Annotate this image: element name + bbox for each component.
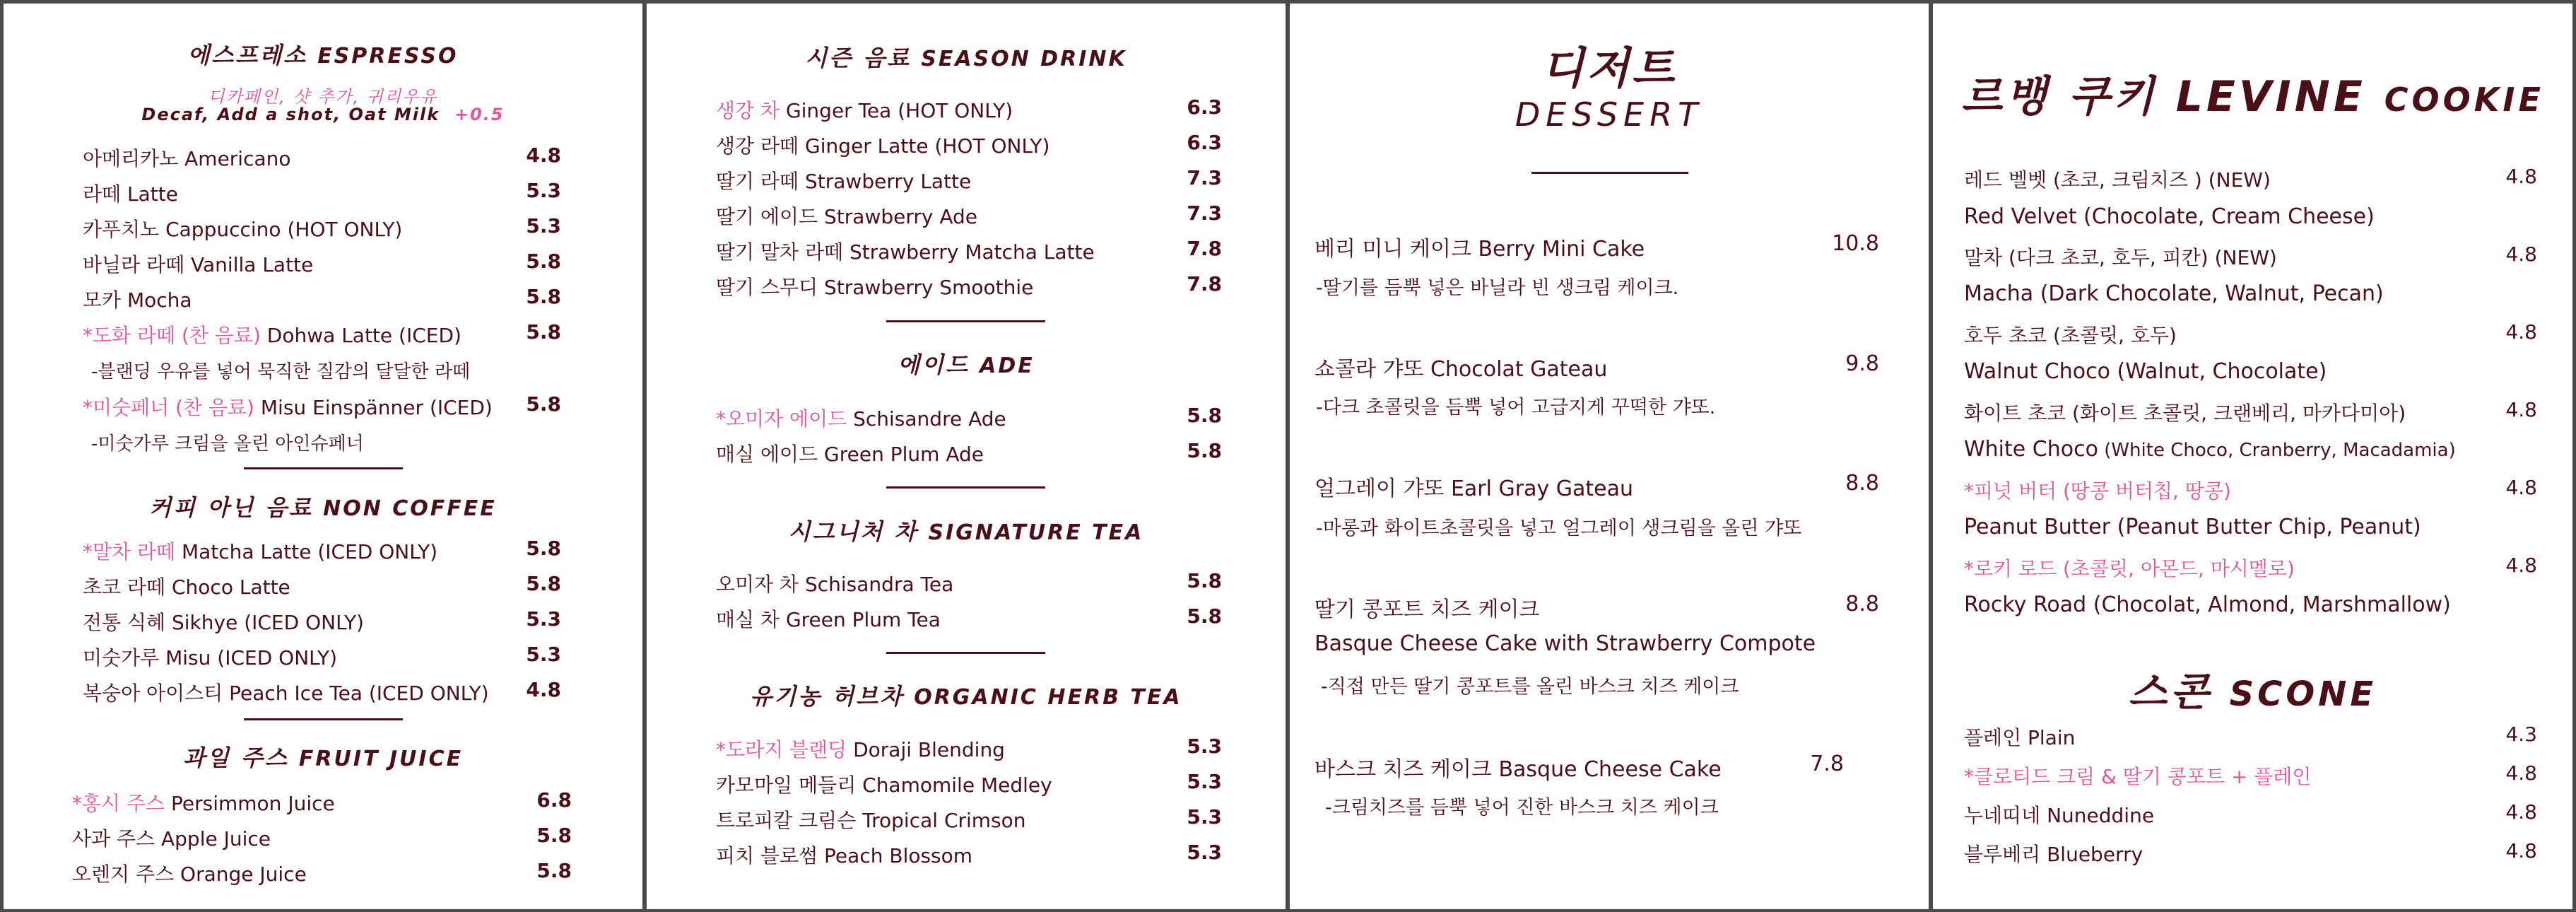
- menu-item: 플레인 Plain: [1964, 726, 2076, 749]
- item-price: 4.8: [2505, 320, 2537, 344]
- item-price: 5.8: [1187, 569, 1222, 592]
- menu-item: 초코 라떼 Choco Latte: [83, 575, 290, 599]
- section-title-scone: 스콘 SCONE: [2128, 670, 2377, 715]
- menu-item: 오미자 차 Schisandra Tea: [716, 573, 954, 596]
- menu-item: 카모마일 메들리 Chamomile Medley: [716, 773, 1052, 797]
- espresso-note-en: Decaf, Add a shot, Oat Milk +0.5: [141, 105, 505, 124]
- divider: [886, 320, 1045, 322]
- menu-item: *로키 로드 (초콜릿, 아몬드, 마시멜로): [1964, 557, 2295, 580]
- item-price: 5.8: [526, 250, 561, 273]
- dessert-name-en: Basque Cheese Cake with Strawberry Compote: [1315, 631, 1816, 656]
- menu-item: 카푸치노 Cappuccino (HOT ONLY): [83, 218, 403, 241]
- menu-item-en: Rocky Road (Chocolat, Almond, Marshmallow): [1964, 592, 2451, 617]
- menu-item: 딸기 라떼 Strawberry Latte: [716, 170, 972, 193]
- item-price: 4.8: [526, 678, 561, 701]
- menu-item: 딸기 에이드 Strawberry Ade: [716, 205, 978, 228]
- item-price: 5.8: [526, 392, 561, 416]
- menu-item: 딸기 스무디 Strawberry Smoothie: [716, 276, 1034, 299]
- section-title-herb-tea: 유기농 허브차 ORGANIC HERB TEA: [750, 683, 1182, 710]
- menu-item-en: Red Velvet (Chocolate, Cream Cheese): [1964, 204, 2375, 229]
- section-title-season: 시즌 음료 SEASON DRINK: [805, 45, 1127, 71]
- panel-coffee: [4, 4, 642, 909]
- panel-drinks: [647, 4, 1286, 909]
- menu-item: 호두 초코 (초콜릿, 호두): [1964, 324, 2177, 347]
- item-price: 5.3: [526, 214, 561, 238]
- section-title-ade: 에이드 ADE: [898, 351, 1035, 378]
- menu-item: *클로티드 크림 & 딸기 콩포트 + 플레인: [1964, 765, 2312, 788]
- item-price: 5.8: [536, 824, 572, 847]
- item-price: 4.8: [526, 144, 561, 167]
- item-price: 5.8: [526, 572, 561, 595]
- dessert-title-ko: 디저트: [1541, 42, 1677, 94]
- item-description: -다크 초콜릿을 듬뿍 넣어 고급지게 꾸떡한 갸또.: [1316, 397, 1716, 419]
- menu-item-en: Macha (Dark Chocolate, Walnut, Pecan): [1964, 281, 2384, 306]
- item-price: 5.3: [1187, 735, 1222, 758]
- menu-item: 오렌지 주스 Orange Juice: [72, 863, 307, 886]
- menu-item: 매실 차 Green Plum Tea: [716, 608, 941, 631]
- item-price: 5.3: [1187, 805, 1222, 829]
- item-description: -블랜딩 우유를 넣어 묵직한 질감의 달달한 라떼: [91, 361, 471, 382]
- menu-item: 미숫가루 Misu (ICED ONLY): [83, 646, 338, 670]
- menu-item: *홍시 주스 Persimmon Juice: [72, 792, 335, 815]
- divider: [1531, 172, 1688, 174]
- menu-item: 복숭아 아이스티 Peach Ice Tea (ICED ONLY): [83, 682, 489, 705]
- dessert-name: 베리 미니 케이크 Berry Mini Cake: [1315, 237, 1645, 262]
- item-price: 9.8: [1845, 351, 1879, 376]
- item-price: 7.8: [1810, 752, 1844, 776]
- section-title-cookie: 르뱅 쿠키 LEVINE COOKIE: [1961, 72, 2544, 122]
- menu-item: 누네띠네 Nuneddine: [1964, 804, 2155, 827]
- menu-item: 블루베리 Blueberry: [1964, 843, 2143, 866]
- dessert-title-en: DESSERT: [1515, 95, 1704, 134]
- item-price: 7.3: [1187, 201, 1222, 225]
- item-price: 4.3: [2505, 723, 2537, 746]
- menu-item: 모카 Mocha: [83, 288, 192, 312]
- menu-item: 라떼 Latte: [83, 182, 178, 206]
- item-price: 7.8: [1187, 272, 1222, 296]
- menu-item: 사과 주스 Apple Juice: [72, 827, 271, 850]
- menu-item: 바닐라 라떼 Vanilla Latte: [83, 253, 314, 276]
- item-description: -크림치즈를 듬뿍 넣어 진한 바스크 치즈 케이크: [1325, 797, 1719, 819]
- menu-item: 딸기 말차 라떼 Strawberry Matcha Latte: [716, 240, 1095, 264]
- item-price: 5.8: [536, 859, 572, 882]
- item-price: 6.3: [1187, 95, 1222, 119]
- item-price: 5.8: [1187, 439, 1222, 462]
- item-description: -미숫가루 크림을 올린 아인슈페너: [91, 433, 364, 455]
- item-price: 8.8: [1845, 471, 1879, 496]
- menu-item: 화이트 초코 (화이트 초콜릿, 크랜베리, 마카다미아): [1964, 402, 2406, 425]
- menu-item: 전통 식혜 Sikhye (ICED ONLY): [83, 611, 364, 634]
- item-price: 4.8: [2505, 398, 2537, 421]
- section-title-fruit-juice: 과일 주스 FRUIT JUICE: [182, 744, 464, 771]
- divider: [886, 486, 1045, 489]
- item-price: 6.3: [1187, 131, 1222, 154]
- section-title-espresso: 에스프레소 ESPRESSO: [187, 42, 459, 69]
- menu-item: *미숫페너 (찬 음료) Misu Einspänner (ICED): [83, 396, 493, 419]
- item-price: 4.8: [2505, 242, 2537, 266]
- item-description: -딸기를 듬뿍 넣은 바닐라 빈 생크림 케이크.: [1316, 277, 1679, 299]
- section-title-non-coffee: 커피 아닌 음료 NON COFFEE: [149, 494, 497, 521]
- menu-item: 트로피칼 크림슨 Tropical Crimson: [716, 809, 1026, 832]
- divider: [886, 652, 1045, 654]
- item-price: 5.8: [1187, 404, 1222, 427]
- section-title-signature-tea: 시그니처 차 SIGNATURE TEA: [788, 518, 1144, 545]
- menu-item-en: Peanut Butter (Peanut Butter Chip, Peanut): [1964, 515, 2421, 539]
- item-price: 4.8: [2505, 800, 2537, 824]
- menu-item-en: White Choco (White Choco, Cranberry, Macadamia): [1964, 437, 2456, 462]
- item-price: 5.3: [1187, 841, 1222, 864]
- item-price: 8.8: [1845, 592, 1879, 616]
- menu-item: 생강 라떼 Ginger Latte (HOT ONLY): [716, 134, 1050, 158]
- menu-item: *도화 라떼 (찬 음료) Dohwa Latte (ICED): [83, 324, 461, 347]
- item-price: 5.8: [1187, 604, 1222, 628]
- menu-item: 생강 차 Ginger Tea (HOT ONLY): [716, 99, 1013, 122]
- item-price: 5.8: [526, 285, 561, 308]
- dessert-name: 딸기 콩포트 치즈 케이크: [1315, 597, 1540, 622]
- item-price: 4.8: [2505, 839, 2537, 863]
- menu-item: 말차 (다크 초코, 호두, 피칸) (NEW): [1964, 246, 2277, 269]
- menu-item: 레드 벨벳 (초코, 크림치즈 ) (NEW): [1964, 168, 2271, 192]
- item-price: 4.8: [2505, 761, 2537, 785]
- menu-item: *말차 라떼 Matcha Latte (ICED ONLY): [83, 540, 438, 563]
- dessert-name: 얼그레이 갸또 Earl Gray Gateau: [1315, 477, 1633, 501]
- divider: [244, 718, 403, 720]
- item-price: 5.3: [526, 643, 561, 666]
- dessert-name: 쇼콜라 갸또 Chocolat Gateau: [1315, 357, 1608, 382]
- item-price: 4.8: [2505, 476, 2537, 499]
- menu-item: 아메리카노 Americano: [83, 147, 291, 170]
- menu-item: 피치 블로썸 Peach Blossom: [716, 844, 973, 867]
- item-price: 4.8: [2505, 554, 2537, 577]
- divider: [244, 467, 403, 469]
- item-price: 6.8: [536, 788, 572, 812]
- menu-item-en: Walnut Choco (Walnut, Chocolate): [1964, 359, 2327, 384]
- item-price: 5.3: [526, 179, 561, 202]
- menu-item: 매실 에이드 Green Plum Ade: [716, 443, 984, 466]
- item-price: 7.8: [1187, 237, 1222, 260]
- menu-item: *도라지 블랜딩 Doraji Blending: [716, 738, 1005, 761]
- item-price: 7.3: [1187, 166, 1222, 189]
- panel-dessert: [1290, 4, 1929, 909]
- menu-item: *오미자 에이드 Schisandre Ade: [716, 407, 1006, 431]
- item-description: -직접 만든 딸기 콩포트를 올린 바스크 치즈 케이크: [1321, 676, 1739, 698]
- item-price: 5.8: [526, 537, 561, 560]
- item-price: 5.3: [526, 607, 561, 631]
- menu-item: *피넛 버터 (땅콩 버터칩, 땅콩): [1964, 479, 2231, 503]
- item-description: -마롱과 화이트초콜릿을 넣고 얼그레이 생크림을 올린 갸또: [1316, 518, 1802, 539]
- item-price: 4.8: [2505, 165, 2537, 188]
- espresso-note-ko: 디카페인, 샷 추가, 귀리우유: [208, 87, 438, 107]
- item-price: 10.8: [1832, 231, 1879, 256]
- item-price: 5.8: [526, 320, 561, 344]
- panel-bakery: [1933, 4, 2572, 909]
- item-price: 5.3: [1187, 770, 1222, 793]
- dessert-name: 바스크 치즈 케이크 Basque Cheese Cake: [1315, 757, 1722, 782]
